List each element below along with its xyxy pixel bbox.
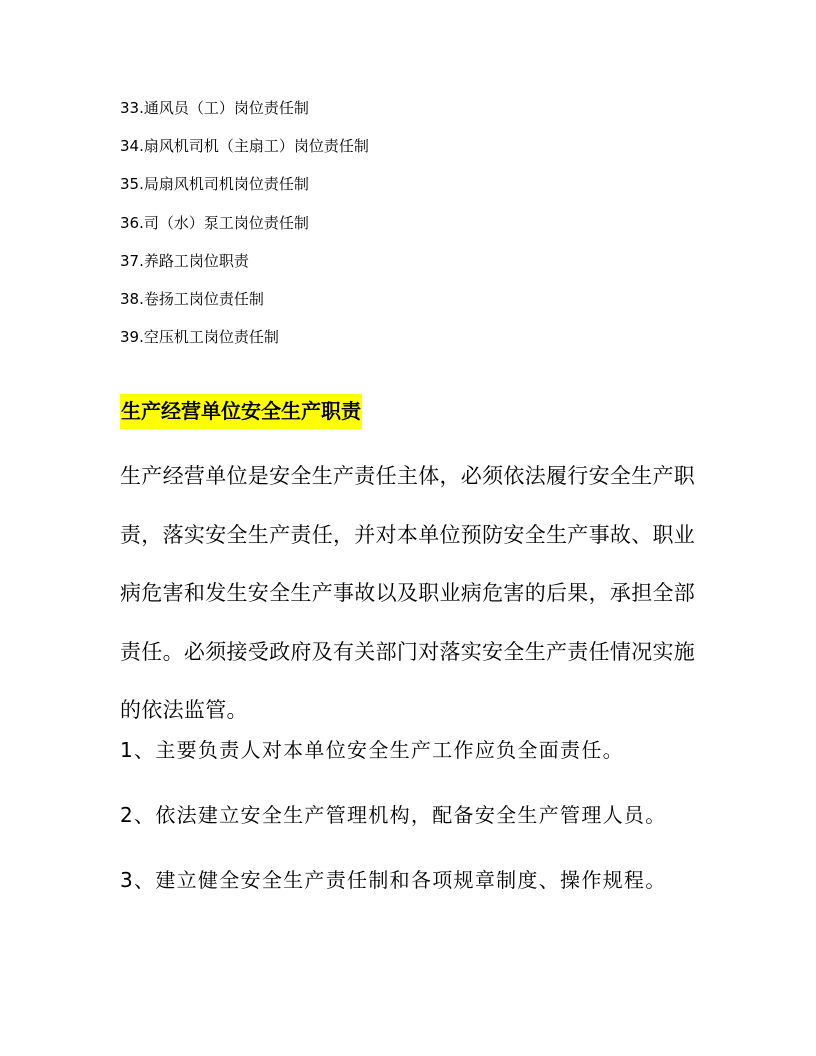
section-heading: 生产经营单位安全生产职责 xyxy=(120,394,362,429)
list-item: 37.养路工岗位职责 xyxy=(120,251,249,270)
numbered-point: 2、依法建立安全生产管理机构，配备安全生产管理人员。 xyxy=(120,803,667,827)
list-item: 38.卷扬工岗位责任制 xyxy=(120,289,264,308)
numbered-point: 3、建立健全安全生产责任制和各项规章制度、操作规程。 xyxy=(120,868,667,892)
paragraph-line: 责任。必须接受政府及有关部门对落实安全生产责任情况实施 xyxy=(120,639,696,664)
responsibility-list xyxy=(120,97,369,364)
list-item: 36.司（水）泵工岗位责任制 xyxy=(120,213,309,232)
list-item: 39.空压机工岗位责任制 xyxy=(120,328,279,347)
paragraph-line: 生产经营单位是安全生产责任主体，必须依法履行安全生产职 xyxy=(120,464,696,488)
list-item: 35.局扇风机司机岗位责任制 xyxy=(120,175,309,194)
numbered-point: 1、主要负责人对本单位安全生产工作应负全面责任。 xyxy=(120,738,624,762)
paragraph-line: 责，落实安全生产责任，并对本单位预防安全生产事故、职业 xyxy=(120,522,696,547)
list-item: 33.通风员（工）岗位责任制 xyxy=(120,99,309,117)
numbered-points xyxy=(120,735,700,930)
list-item: 34.扇风机司机（主扇工）岗位责任制 xyxy=(120,137,369,156)
paragraph-line: 的依法监管。 xyxy=(120,698,248,722)
paragraph-line: 病危害和发生安全生产事故以及职业病危害的后果，承担全部 xyxy=(120,581,696,605)
body-paragraph xyxy=(120,457,700,750)
